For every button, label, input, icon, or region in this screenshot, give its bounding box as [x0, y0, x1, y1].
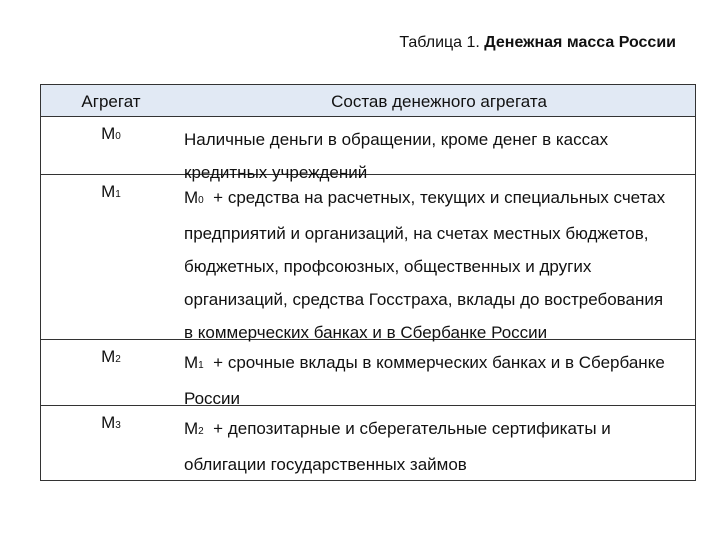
composition-line: предприятий и организаций, на счетах местных бюджетов, — [184, 224, 649, 243]
aggregate-cell — [41, 347, 181, 367]
composition-line: в коммерческих банках и в Сбербанке России — [184, 323, 548, 342]
table-row-m3 — [41, 406, 695, 480]
composition-text: + срочные вклады в коммерческих банках и в Сбербанке — [203, 353, 665, 372]
aggregate-subscript: 2 — [115, 354, 121, 365]
table-header-row — [41, 85, 695, 117]
composition-line — [184, 181, 694, 217]
lead-subscript: 2 — [198, 426, 204, 437]
table-row-m2 — [41, 340, 695, 406]
composition-line — [184, 346, 694, 382]
money-supply-table — [40, 84, 696, 481]
composition-line: бюджетных, профсоюзных, общественных и других — [184, 257, 592, 276]
aggregate-symbol: M — [101, 347, 116, 366]
composition-line: организаций, средства Госстраха, вклады до востребования — [184, 290, 664, 309]
lead-subscript: 0 — [198, 195, 204, 206]
aggregate-subscript: 3 — [115, 420, 121, 431]
caption-title: Денежная масса России — [484, 34, 676, 51]
lead-symbol: M — [184, 419, 199, 438]
caption-prefix: Таблица 1. — [399, 34, 485, 51]
aggregate-subscript: 1 — [115, 189, 121, 200]
composition-line: России — [184, 389, 241, 408]
aggregate-symbol: M — [101, 124, 116, 143]
composition-cell — [184, 412, 694, 481]
aggregate-symbol: M — [101, 413, 116, 432]
aggregate-cell — [41, 124, 181, 144]
lead-subscript: 1 — [198, 360, 204, 371]
table-row-m0 — [41, 117, 695, 182]
table-row-m1 — [41, 175, 695, 340]
composition-line: Наличные деньги в обращении, кроме денег в кассах — [184, 130, 609, 149]
aggregate-cell — [41, 182, 181, 202]
composition-text: + средства на расчетных, текущих и специальных счетах — [203, 188, 666, 207]
composition-line: облигации государственных займов — [184, 455, 467, 474]
composition-line: кредитных учреждений — [184, 163, 368, 182]
aggregate-symbol: M — [101, 182, 116, 201]
aggregate-cell — [41, 413, 181, 433]
lead-symbol: M — [184, 188, 199, 207]
header-composition: Состав денежного агрегата — [331, 92, 547, 111]
aggregate-subscript: 0 — [115, 131, 121, 142]
composition-cell — [184, 346, 694, 415]
composition-line — [184, 412, 694, 448]
table-caption — [0, 34, 676, 52]
composition-text: + депозитарные и сберегательные сертификаты и — [203, 419, 611, 438]
composition-cell — [184, 181, 694, 349]
lead-symbol: M — [184, 353, 199, 372]
header-aggregate: Агрегат — [81, 92, 141, 111]
